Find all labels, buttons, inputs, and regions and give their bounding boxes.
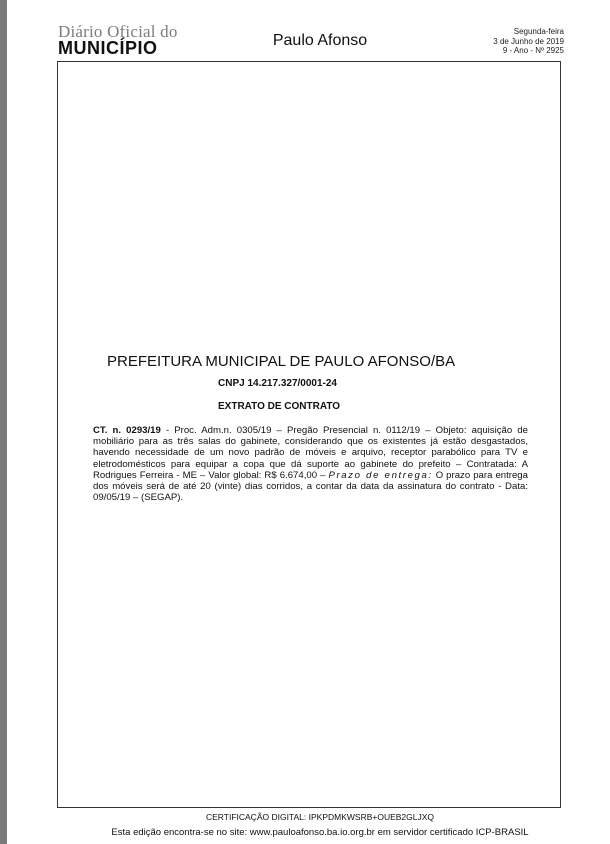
footer-note: Esta edição encontra-se no site: www.pauloafonso.ba.io.org.br em servidor certificado ICP-BRASIL	[111, 827, 529, 838]
logo-top-text: Diário Oficial do	[58, 22, 178, 41]
edition-info	[493, 27, 564, 56]
contract-number: CT. n. 0293/19	[93, 425, 161, 436]
contract-text-spaced: Prazo de entrega:	[328, 469, 433, 481]
date: 3 de Junho de 2019	[493, 36, 564, 46]
logo-bottom-text: MUNICÍPIO	[58, 38, 158, 58]
contract-text-part1: - Proc. Adm.n. 0305/19 – Pregão Presencial n. 0112/19 – Objeto: aquisição de mobiliário para as três salas do gabinete, considerando que os existentes já estão desgastados, havendo necessidade de um novo padrão de móveis e arquivo, receptor parabólico para TV e eletrodomésticos para equipar a copa que dá suporte ao gabinete do prefeito – Contratada: A Rodrigues Ferreira - ME – Valor global: R$ 6.674,00 –	[93, 425, 528, 481]
digital-certification: CERTIFICAÇÃO DIGITAL: IPKPDMKWSRB+OUEB2GLJXQ	[205, 812, 435, 822]
left-edge-bar	[0, 0, 7, 844]
weekday: Segunda-feira	[513, 27, 564, 36]
contract-text	[93, 425, 528, 503]
contract-text-part2: O prazo para entrega dos móveis será de até 20 (vinte) dias corridos, a contar da data da assinatura do contrato - Data: 09/05/19 – (SEGAP).	[93, 469, 528, 504]
city-title: Paulo Afonso	[272, 32, 368, 49]
document-heading: PREFEITURA MUNICIPAL DE PAULO AFONSO/BA	[107, 353, 456, 370]
cnpj: CNPJ 14.217.327/0001-24	[218, 378, 337, 389]
section-title: EXTRATO DE CONTRATO	[218, 401, 341, 412]
edition-number: 9 - Ano - Nº 2925	[502, 46, 564, 55]
